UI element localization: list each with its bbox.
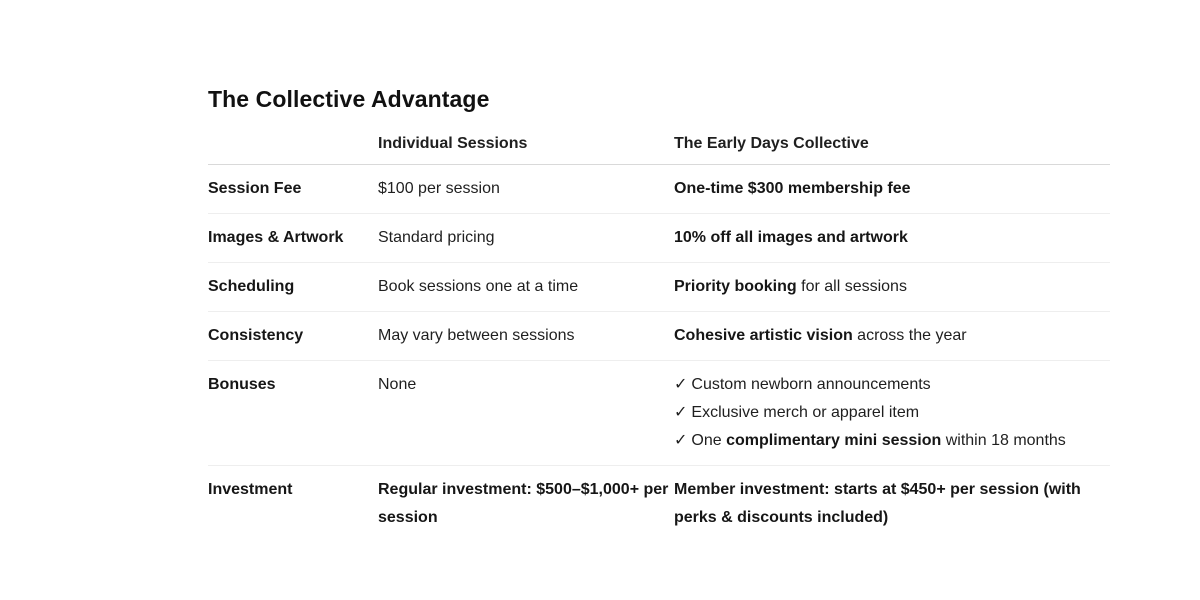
collective-rest: for all sessions xyxy=(796,277,907,295)
individual-value: Standard pricing xyxy=(378,213,674,262)
collective-highlight: 10% off all images and artwork xyxy=(674,228,908,246)
row-label: Consistency xyxy=(208,311,378,360)
collective-value xyxy=(674,311,1110,360)
table-header-row xyxy=(208,130,1110,164)
collective-value xyxy=(674,465,1110,542)
section-title: The Collective Advantage xyxy=(208,86,490,112)
row-label: Bonuses xyxy=(208,360,378,465)
collective-highlight: Cohesive artistic vision xyxy=(674,326,853,344)
checkmark-icon: ✓ xyxy=(674,375,688,393)
individual-value: $100 per session xyxy=(378,164,674,213)
bonus-text-pre: One xyxy=(691,431,727,449)
comparison-section xyxy=(208,84,1110,542)
collective-highlight: Member investment: starts at $450+ per session (with perks & discounts included) xyxy=(674,480,1081,526)
header-individual-sessions: Individual Sessions xyxy=(378,130,674,164)
collective-value xyxy=(674,164,1110,213)
bonus-item xyxy=(674,371,1110,399)
bonus-item xyxy=(674,427,1110,455)
bonus-text: Exclusive merch or apparel item xyxy=(691,403,920,421)
collective-rest: across the year xyxy=(852,326,967,344)
table-row-consistency xyxy=(208,311,1110,360)
header-early-days-collective: The Early Days Collective xyxy=(674,130,1110,164)
comparison-table xyxy=(208,130,1110,542)
table-row-investment xyxy=(208,465,1110,542)
table-row-session-fee xyxy=(208,164,1110,213)
collective-value xyxy=(674,213,1110,262)
header-empty xyxy=(208,130,378,164)
collective-value xyxy=(674,360,1110,465)
collective-highlight: One-time $300 membership fee xyxy=(674,179,911,197)
row-label: Scheduling xyxy=(208,262,378,311)
individual-highlight: Regular investment: $500–$1,000+ per session xyxy=(378,480,669,526)
table-row-scheduling xyxy=(208,262,1110,311)
individual-value: Book sessions one at a time xyxy=(378,262,674,311)
table-row-bonuses xyxy=(208,360,1110,465)
row-label: Investment xyxy=(208,480,293,498)
collective-highlight: Priority booking xyxy=(674,277,797,295)
checkmark-icon: ✓ xyxy=(674,431,688,449)
row-label: Images & Artwork xyxy=(208,213,378,262)
bonus-item xyxy=(674,399,1110,427)
bonus-text-highlight: complimentary mini session xyxy=(726,431,942,449)
individual-value xyxy=(378,465,674,542)
bonus-text: Custom newborn announcements xyxy=(691,375,931,393)
checkmark-icon: ✓ xyxy=(674,403,688,421)
bonus-text-post: within 18 months xyxy=(941,431,1066,449)
row-label: Session Fee xyxy=(208,164,378,213)
individual-value: May vary between sessions xyxy=(378,311,674,360)
table-row-images-artwork xyxy=(208,213,1110,262)
collective-value xyxy=(674,262,1110,311)
individual-value: None xyxy=(378,360,674,465)
